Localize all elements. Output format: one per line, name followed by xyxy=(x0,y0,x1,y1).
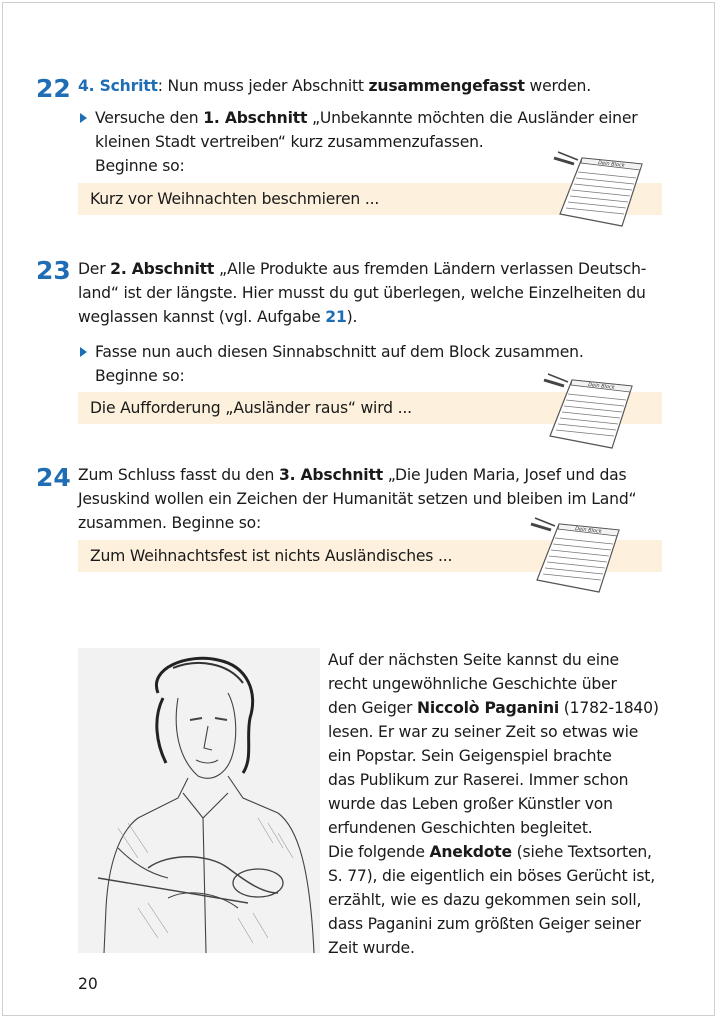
paganini-portrait-image xyxy=(78,648,320,953)
step-label: 4. Schritt xyxy=(78,77,158,95)
task-reference: 21 xyxy=(325,308,347,326)
task-number: 23 xyxy=(36,256,71,285)
svg-text:Dein Block: Dein Block xyxy=(587,382,615,391)
answer-box-22: Kurz vor Weihnachten beschmieren ... xyxy=(78,183,662,215)
task-24-line1: Zum Schluss fasst du den 3. Abschnitt „Die Juden Maria, Josef und das xyxy=(78,466,627,484)
notepad-icon xyxy=(540,372,640,452)
page-number: 20 xyxy=(78,975,98,993)
answer-box-24: Zum Weihnachtsfest ist nichts Ausländisches ... xyxy=(78,540,662,572)
anecdote-intro: Auf der nächsten Seite kannst du eine recht ungewöhnliche Geschichte über den Geiger Niccolò Paganini (1782-1840) lesen. Er war zu seiner Zeit so etwas wie ein Popstar. Sein Geigenspiel brachte das Publikum zur Raserei. Immer schon wurde das Leben großer Künstler von erfundenen Geschichten begleitet. Die folgende Anekdote (siehe Textsorten, S. 77), die eigentlich ein böses Gerücht ist, erzählt, wie es dazu gekommen sein soll, dass Paganini zum größten Geiger seiner Zeit wurde. xyxy=(328,651,659,957)
task-23-line5: Beginne so: xyxy=(95,367,185,385)
task-24-line3: zusammen. Beginne so: xyxy=(78,514,262,532)
task-22-line1: 4. Schritt: Nun muss jeder Abschnitt zusammengefasst werden. xyxy=(78,77,591,95)
svg-text:Dein Block: Dein Block xyxy=(597,160,625,169)
task-24-line2: Jesuskind wollen ein Zeichen der Humanität setzen und bleiben im Land“ xyxy=(78,490,637,508)
notepad-icon xyxy=(527,516,627,596)
answer-box-23: Die Aufforderung „Ausländer raus“ wird ... xyxy=(78,392,662,424)
notepad-icon xyxy=(550,150,650,230)
task-23-line1: Der 2. Abschnitt „Alle Produkte aus fremden Ländern verlassen Deutsch- xyxy=(78,260,647,278)
task-22-line4: Beginne so: xyxy=(95,157,185,175)
bullet-triangle-icon xyxy=(80,347,87,357)
task-22-line3: kleinen Stadt vertreiben“ kurz zusammenzufassen. xyxy=(95,133,484,151)
task-number: 22 xyxy=(36,74,71,103)
task-23-bullet: Fasse nun auch diesen Sinnabschnitt auf dem Block zusammen. xyxy=(95,343,584,361)
task-23-line2: land“ ist der längste. Hier musst du gut überlegen, welche Einzelheiten du xyxy=(78,284,646,302)
task-22-bullet: Versuche den 1. Abschnitt „Unbekannte möchten die Ausländer einer xyxy=(95,109,638,127)
task-number: 24 xyxy=(36,463,71,492)
svg-text:Dein Block: Dein Block xyxy=(574,526,602,535)
task-23-line3: weglassen kannst (vgl. Aufgabe 21). xyxy=(78,308,358,326)
bullet-triangle-icon xyxy=(80,113,87,123)
